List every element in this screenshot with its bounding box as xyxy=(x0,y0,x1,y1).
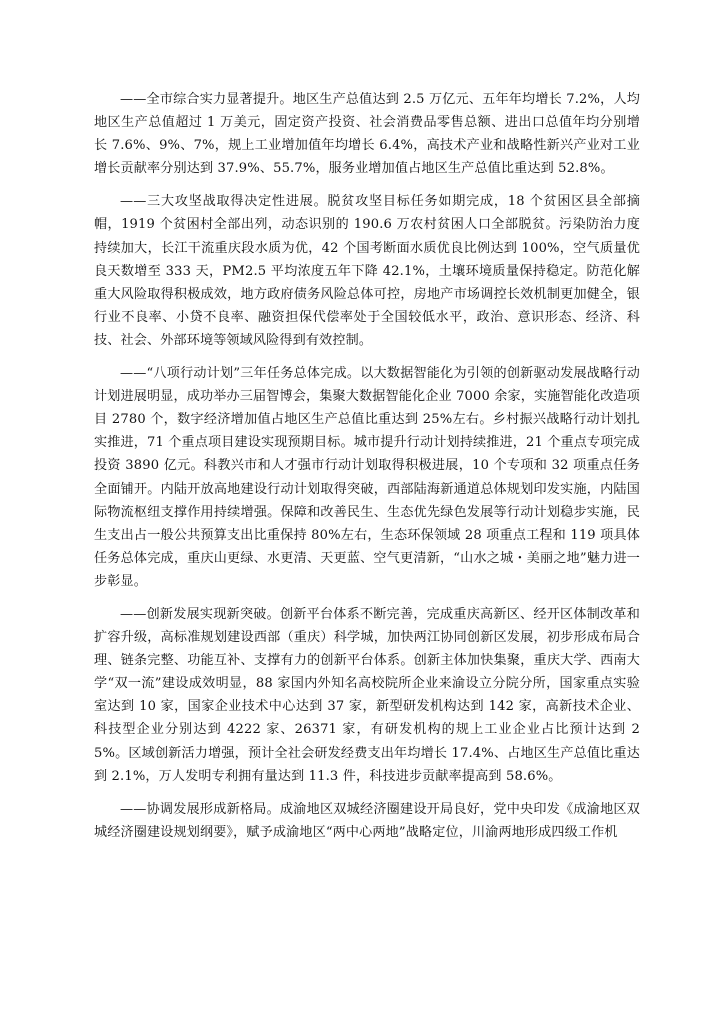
paragraph-three-battles: ——三大攻坚战取得决定性进展。脱贫攻坚目标任务如期完成，18 个贫困区县全部摘帽，1919 个贫困村全部出列，动态识别的 190.6 万农村贫困人口全部脱贫。污染防治力度持续加大，长江干流重庆段水质为优，42 个国考断面水质优良比例达到 100%，空气质量优良天数增至 333 天，PM2.5 平均浓度五年下降 42.1%，土壤环境质量保持稳定。防范化解重大风险取得积极成效，地方政府债务风险总体可控，房地产市场调控长效机制更加健全，银行业不良率、小贷不良率、融资担保代偿率处于全国较低水平，政治、意识形态、经济、科技、社会、外部环境等领域风险得到有效控制。 xyxy=(94,194,640,348)
paragraph-overall-strength: ——全市综合实力显著提升。地区生产总值达到 2.5 万亿元、五年年均增长 7.2%，人均地区生产总值超过 1 万美元，固定资产投资、社会消费品零售总额、进出口总值年均分别增长 7.6%、9%、7%，规上工业增加值年均增长 6.4%，高技术产业和战略性新兴产业对工业增长贡献率分别达到 37.9%、55.7%，服务业增加值占地区生产总值比重达到 52.8%。 xyxy=(94,92,640,177)
paragraph-innovation-development: ——创新发展实现新突破。创新平台体系不断完善，完成重庆高新区、经开区体制改革和扩容升级，高标准规划建设西部（重庆）科学城，加快两江协同创新区发展，初步形成布局合理、链条完整、功能互补、支撑有力的创新平台体系。创新主体加快集聚，重庆大学、西南大学“双一流”建设成效明显，88 家国内外知名高校院所企业来渝设立分院分所，国家重点实验室达到 10 家，国家企业技术中心达到 37 家，新型研发机构达到 142 家，高新技术企业、科技型企业分别达到 4222 家、26371 家，有研发机构的规上工业企业占比预计达到 25%。区域创新活力增强，预计全社会研发经费支出年均增长 17.4%、占地区生产总值比重达到 2.1%，万人发明专利拥有量达到 11.3 件，科技进步贡献率提高到 58.6%。 xyxy=(94,606,640,784)
paragraph-coordinated-development: ——协调发展形成新格局。成渝地区双城经济圈建设开局良好，党中央印发《成渝地区双城经济圈建设规划纲要》，赋予成渝地区“两中心两地”战略定位，川渝两地形成四级工作机 xyxy=(94,801,640,840)
paragraph-eight-action-plans: ——“八项行动计划”三年任务总体完成。以大数据智能化为引领的创新驱动发展战略行动计划进展明显，成功举办三届智博会，集聚大数据智能化企业 7000 余家，实施智能化改造项目 2780 个，数字经济增加值占地区生产总值比重达到 25%左右。乡村振兴战略行动计划扎实推进，71 个重点项目建设实现预期目标。城市提升行动计划持续推进，21 个重点专项完成投资 3890 亿元。科教兴市和人才强市行动计划取得积极进展，10 个专项和 32 项重点任务全面铺开。内陆开放高地建设行动计划取得突破，西部陆海新通道总体规划印发实施，内陆国际物流枢纽支撑作用持续增强。保障和改善民生、生态优先绿色发展等行动计划稳步实施，民生支出占一般公共预算支出比重保持 80%左右，生态环保领域 28 项重点工程和 119 项具体任务总体完成，重庆山更绿、水更清、天更蓝、空气更清新，“山水之城・美丽之地”魅力进一步彰显。 xyxy=(94,366,640,589)
